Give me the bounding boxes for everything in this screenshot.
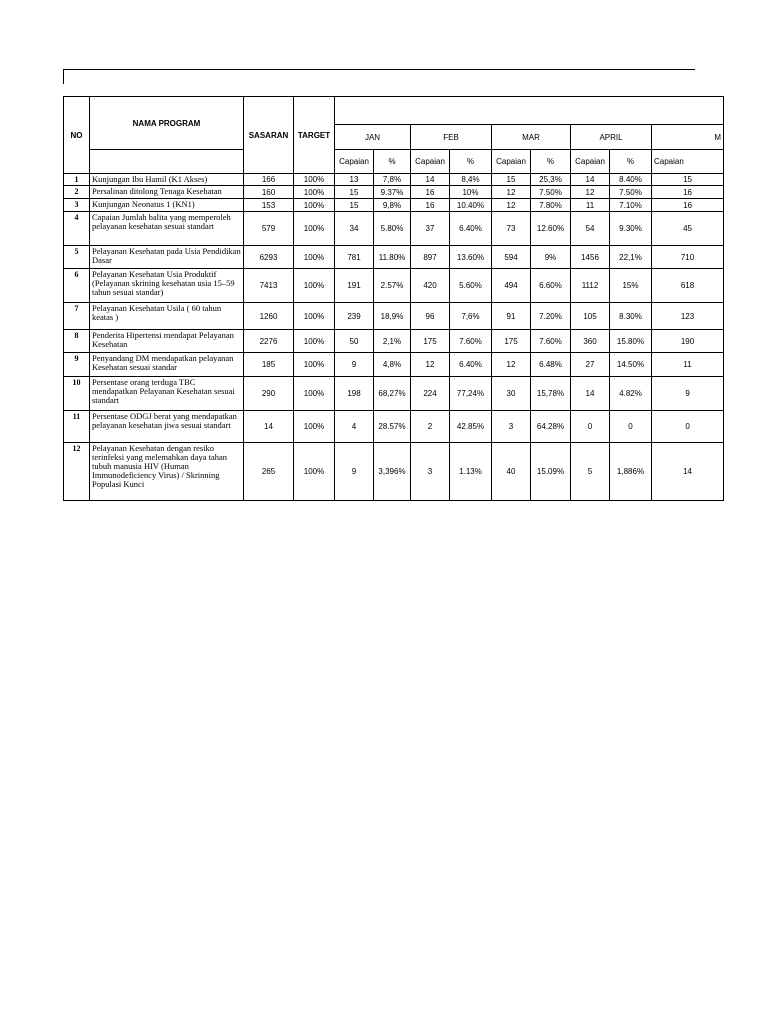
capaian-value: 12 [492,186,531,199]
table-row [64,269,724,303]
subheader-capaian: Capaian [652,150,724,174]
table-row [64,186,724,199]
header-month-april: APRIL [571,125,652,150]
row-number: 3 [64,199,90,212]
capaian-value: 14 [571,377,610,411]
capaian-value: 40 [492,443,531,501]
table-row [64,411,724,443]
capaian-value: 16 [411,186,450,199]
capaian-value: 175 [411,330,450,353]
header-month-jan: JAN [335,125,411,150]
program-name: Pelayanan Kesehatan Usila ( 60 tahun keatas ) [90,303,244,330]
program-name: Capaian Jumlah balita yang memperoleh pelayanan kesehatan sesuai standart [90,212,244,246]
percent-value: 8.40% [610,174,652,186]
sasaran-value: 7413 [244,269,294,303]
table-row [64,303,724,330]
sasaran-value: 265 [244,443,294,501]
percent-value: 8,4% [450,174,492,186]
percent-value: 14.50% [610,353,652,377]
capaian-value: 12 [492,353,531,377]
percent-value: 5.80% [374,212,411,246]
row-number: 9 [64,353,90,377]
target-value: 100% [294,411,335,443]
capaian-value: 105 [571,303,610,330]
capaian-value: 12 [492,199,531,212]
percent-value: 6.48% [531,353,571,377]
capaian-value: 0 [652,411,724,443]
program-name: Penderita Hipertensi mendapat Pelayanan Kesehatan [90,330,244,353]
target-value: 100% [294,303,335,330]
capaian-value: 15 [335,199,374,212]
header-month-mar: MAR [492,125,571,150]
capaian-value: 9 [652,377,724,411]
capaian-value: 16 [652,186,724,199]
percent-value: 9.30% [610,212,652,246]
sasaran-value: 160 [244,186,294,199]
capaian-value: 239 [335,303,374,330]
capaian-value: 224 [411,377,450,411]
percent-value: 11.80% [374,246,411,269]
percent-value: 68,27% [374,377,411,411]
capaian-value: 9 [335,443,374,501]
program-name: Pelayanan Kesehatan dengan resiko terinfeksi yang melemahkan daya tahan tubuh manusia HIV (Human Immunodeficiency Virus) / Skrinning Populasi Kunci [90,443,244,501]
header-program: NAMA PROGRAM [90,97,244,150]
capaian-value: 3 [411,443,450,501]
sasaran-value: 2276 [244,330,294,353]
program-name: Pelayanan Kesehatan pada Usia Pendidikan Dasar [90,246,244,269]
table-row [64,199,724,212]
capaian-value: 198 [335,377,374,411]
percent-value: 9% [531,246,571,269]
capaian-value: 11 [652,353,724,377]
percent-value: 13.60% [450,246,492,269]
percent-value: 1.13% [450,443,492,501]
row-number: 5 [64,246,90,269]
capaian-value: 13 [335,174,374,186]
percent-value: 3,396% [374,443,411,501]
percent-value: 77,24% [450,377,492,411]
header-month-may: M [652,125,724,150]
capaian-value: 190 [652,330,724,353]
top-rule [63,69,695,70]
capaian-value: 897 [411,246,450,269]
percent-value: 7.10% [610,199,652,212]
percent-value: 15% [610,269,652,303]
report-table-viewport [63,96,722,516]
program-name: Kunjungan Ibu Hamil (K1 Akses) [90,174,244,186]
target-value: 100% [294,186,335,199]
subheader-capaian: Capaian [571,150,610,174]
percent-value: 28.57% [374,411,411,443]
program-achievement-table [63,96,724,501]
capaian-value: 11 [571,199,610,212]
percent-value: 4.82% [610,377,652,411]
percent-value: 1,886% [610,443,652,501]
percent-value: 5.60% [450,269,492,303]
row-number: 11 [64,411,90,443]
sasaran-value: 166 [244,174,294,186]
header-target: TARGET [294,97,335,174]
table-row [64,174,724,186]
table-row [64,377,724,411]
subheader-percent: % [374,150,411,174]
row-number: 2 [64,186,90,199]
program-name: Persalinan ditolong Tenaga Kesehatan [90,186,244,199]
header-months-band [335,97,724,125]
percent-value: 12.60% [531,212,571,246]
row-number: 10 [64,377,90,411]
percent-value: 7.50% [610,186,652,199]
percent-value: 7.80% [531,199,571,212]
subheader-capaian: Capaian [492,150,531,174]
target-value: 100% [294,443,335,501]
row-number: 4 [64,212,90,246]
capaian-value: 710 [652,246,724,269]
sasaran-value: 153 [244,199,294,212]
table-row [64,353,724,377]
target-value: 100% [294,199,335,212]
percent-value: 7.60% [531,330,571,353]
percent-value: 8.30% [610,303,652,330]
capaian-value: 73 [492,212,531,246]
subheader-percent: % [450,150,492,174]
capaian-value: 96 [411,303,450,330]
percent-value: 7.20% [531,303,571,330]
target-value: 100% [294,330,335,353]
program-name: Penyandang DM mendapatkan pelayanan Kesehatan sesuai standar [90,353,244,377]
percent-value: 4,8% [374,353,411,377]
capaian-value: 1112 [571,269,610,303]
capaian-value: 15 [335,186,374,199]
percent-value: 64.28% [531,411,571,443]
percent-value: 15.80% [610,330,652,353]
sasaran-value: 6293 [244,246,294,269]
capaian-value: 420 [411,269,450,303]
row-number: 6 [64,269,90,303]
percent-value: 9.37% [374,186,411,199]
percent-value: 22,1% [610,246,652,269]
capaian-value: 9 [335,353,374,377]
sasaran-value: 290 [244,377,294,411]
percent-value: 15.09% [531,443,571,501]
capaian-value: 3 [492,411,531,443]
capaian-value: 15 [652,174,724,186]
capaian-value: 175 [492,330,531,353]
capaian-value: 191 [335,269,374,303]
sasaran-value: 579 [244,212,294,246]
program-name: Kunjungan Neonatus 1 (KN1) [90,199,244,212]
capaian-value: 14 [571,174,610,186]
percent-value: 10% [450,186,492,199]
capaian-value: 45 [652,212,724,246]
percent-value: 15,78% [531,377,571,411]
sasaran-value: 185 [244,353,294,377]
subheader-capaian: Capaian [411,150,450,174]
program-name: Pelayanan Kesehatan Usia Produktif (Pelayanan skrining kesehatan usia 15–59 tahun sesuai standar) [90,269,244,303]
row-number: 7 [64,303,90,330]
capaian-value: 781 [335,246,374,269]
percent-value: 7.60% [450,330,492,353]
target-value: 100% [294,212,335,246]
capaian-value: 30 [492,377,531,411]
percent-value: 7,6% [450,303,492,330]
capaian-value: 15 [492,174,531,186]
capaian-value: 360 [571,330,610,353]
percent-value: 7.50% [531,186,571,199]
program-name: Persentase orang terduga TBC mendapatkan Pelayanan Kesehatan sesuai standart [90,377,244,411]
table-row [64,246,724,269]
capaian-value: 14 [411,174,450,186]
row-number: 12 [64,443,90,501]
capaian-value: 4 [335,411,374,443]
capaian-value: 16 [652,199,724,212]
percent-value: 7,8% [374,174,411,186]
subheader-capaian: Capaian [335,150,374,174]
subheader-percent: % [531,150,571,174]
percent-value: 9,8% [374,199,411,212]
percent-value: 6.60% [531,269,571,303]
capaian-value: 12 [571,186,610,199]
capaian-value: 5 [571,443,610,501]
header-program-blank [90,150,244,174]
capaian-value: 27 [571,353,610,377]
percent-value: 2,1% [374,330,411,353]
table-row [64,443,724,501]
percent-value: 10.40% [450,199,492,212]
capaian-value: 0 [571,411,610,443]
percent-value: 2.57% [374,269,411,303]
percent-value: 18,9% [374,303,411,330]
capaian-value: 34 [335,212,374,246]
row-number: 1 [64,174,90,186]
header-month-feb: FEB [411,125,492,150]
capaian-value: 1456 [571,246,610,269]
capaian-value: 2 [411,411,450,443]
capaian-value: 12 [411,353,450,377]
percent-value: 42.85% [450,411,492,443]
capaian-value: 494 [492,269,531,303]
target-value: 100% [294,174,335,186]
capaian-value: 594 [492,246,531,269]
percent-value: 0 [610,411,652,443]
subheader-percent: % [610,150,652,174]
capaian-value: 37 [411,212,450,246]
row-number: 8 [64,330,90,353]
target-value: 100% [294,246,335,269]
percent-value: 6.40% [450,212,492,246]
capaian-value: 123 [652,303,724,330]
top-rule-tick [63,69,64,84]
capaian-value: 54 [571,212,610,246]
table-row [64,212,724,246]
target-value: 100% [294,269,335,303]
capaian-value: 16 [411,199,450,212]
table-row [64,330,724,353]
percent-value: 25,3% [531,174,571,186]
target-value: 100% [294,353,335,377]
capaian-value: 50 [335,330,374,353]
header-sasaran: SASARAN [244,97,294,174]
sasaran-value: 1260 [244,303,294,330]
capaian-value: 618 [652,269,724,303]
header-no: NO [64,97,90,174]
capaian-value: 91 [492,303,531,330]
program-name: Persentase ODGJ berat yang mendapatkan pelayanan kesehatan jiwa sesuai standart [90,411,244,443]
percent-value: 6.40% [450,353,492,377]
target-value: 100% [294,377,335,411]
capaian-value: 14 [652,443,724,501]
sasaran-value: 14 [244,411,294,443]
